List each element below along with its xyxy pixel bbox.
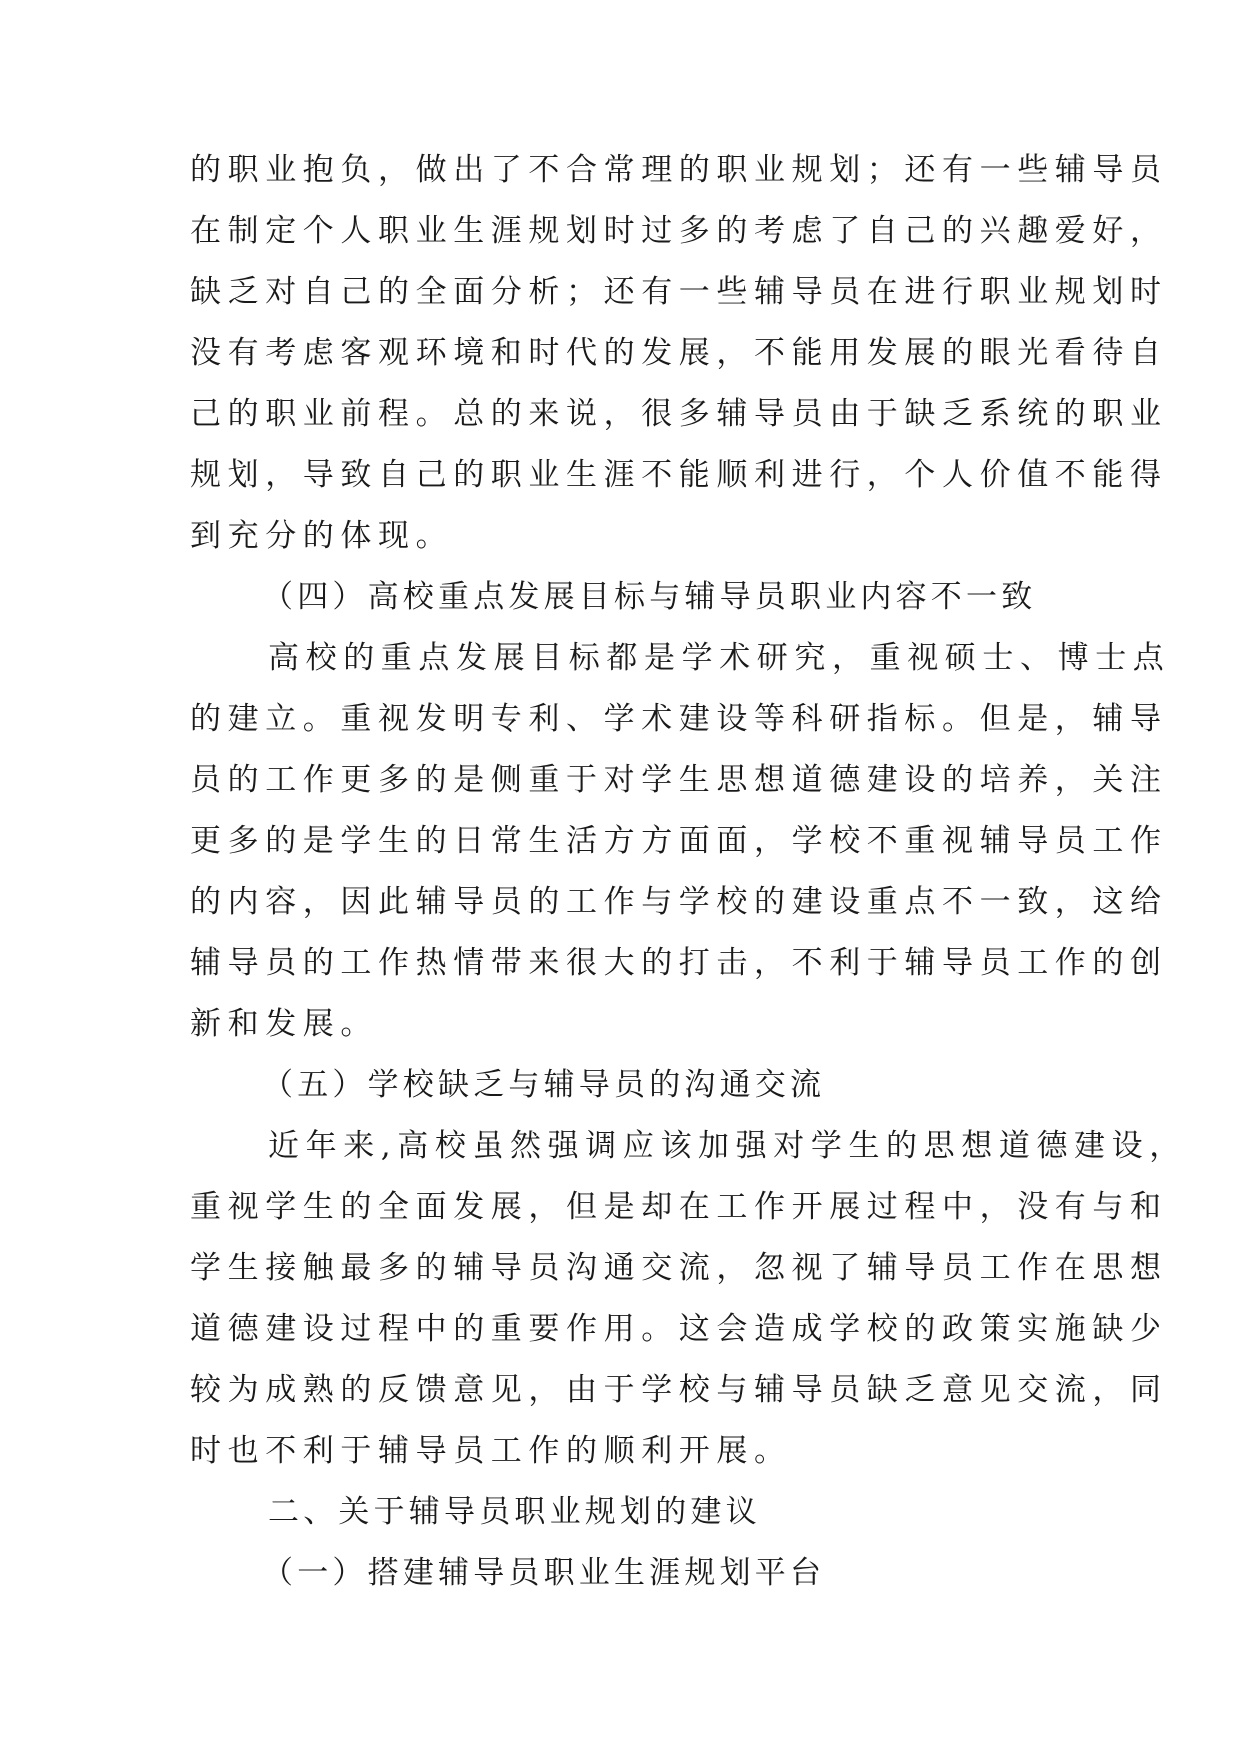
paragraph-line: 重视学生的全面发展，但是却在工作开展过程中，没有与和 [190,1189,1168,1225]
paragraph-line: 高校的重点发展目标都是学术研究，重视硕士、博士点 [268,640,1171,676]
paragraph-line: 的内容，因此辅导员的工作与学校的建设重点不一致，这给 [190,884,1168,920]
paragraph-line: 在制定个人职业生涯规划时过多的考虑了自己的兴趣爱好， [190,213,1168,249]
paragraph-line: 缺乏对自己的全面分析；还有一些辅导员在进行职业规划时 [190,274,1168,310]
paragraph-line: 的建立。重视发明专利、学术建设等科研指标。但是，辅导 [190,701,1168,737]
paragraph-line: 的职业抱负，做出了不合常理的职业规划；还有一些辅导员 [190,152,1168,188]
paragraph-line: 近年来,高校虽然强调应该加强对学生的思想道德建设， [268,1128,1187,1164]
paragraph-line: 到充分的体现。 [190,518,454,554]
paragraph-line: 较为成熟的反馈意见，由于学校与辅导员缺乏意见交流，同 [190,1372,1168,1408]
paragraph-line: 新和发展。 [190,1006,378,1042]
paragraph-line: 没有考虑客观环境和时代的发展，不能用发展的眼光看待自 [190,335,1168,371]
paragraph-line: 时也不利于辅导员工作的顺利开展。 [190,1433,792,1469]
paragraph-line: 更多的是学生的日常生活方方面面，学校不重视辅导员工作 [190,823,1168,859]
section-heading-1: （一）搭建辅导员职业生涯规划平台 [262,1555,826,1591]
paragraph-line: 规划，导致自己的职业生涯不能顺利进行，个人价值不能得 [190,457,1168,493]
section-heading-4: （四）高校重点发展目标与辅导员职业内容不一致 [262,579,1037,615]
paragraph-line: 学生接触最多的辅导员沟通交流，忽视了辅导员工作在思想 [190,1250,1168,1286]
paragraph-line: 道德建设过程中的重要作用。这会造成学校的政策实施缺少 [190,1311,1168,1347]
paragraph-line: 己的职业前程。总的来说，很多辅导员由于缺乏系统的职业 [190,396,1168,432]
chapter-heading-2: 二、关于辅导员职业规划的建议 [268,1494,761,1530]
section-heading-5: （五）学校缺乏与辅导员的沟通交流 [262,1067,826,1103]
paragraph-line: 辅导员的工作热情带来很大的打击，不利于辅导员工作的创 [190,945,1168,981]
paragraph-line: 员的工作更多的是侧重于对学生思想道德建设的培养，关注 [190,762,1168,798]
